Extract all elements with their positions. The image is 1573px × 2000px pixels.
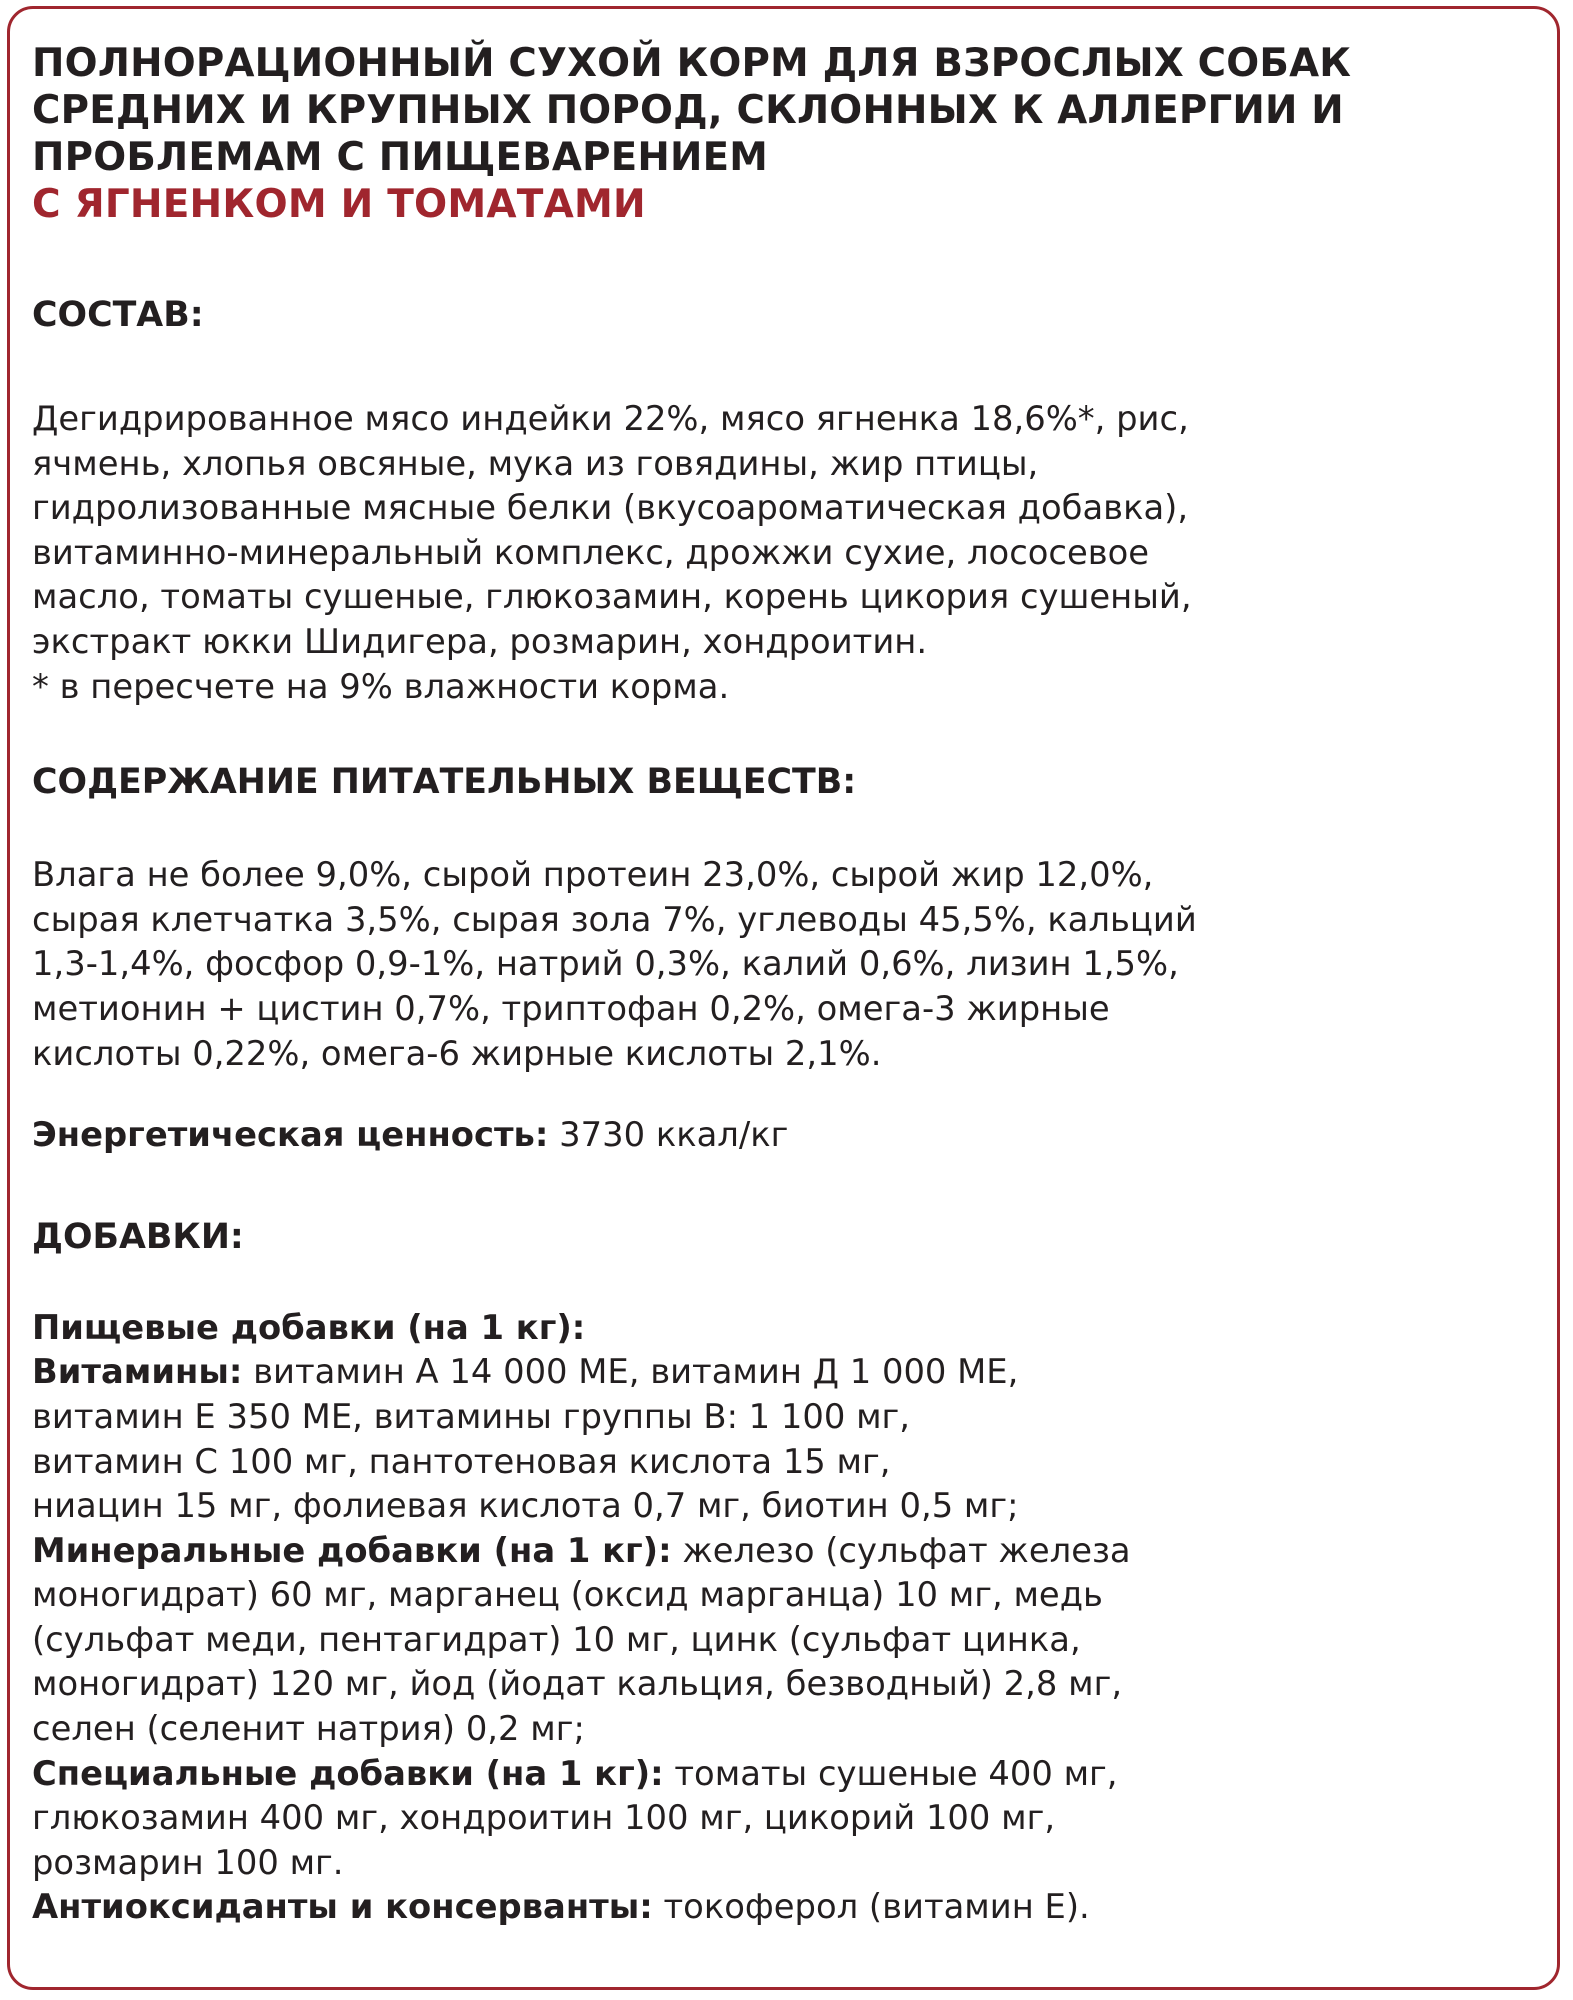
composition-heading: СОСТАВ: [32,295,204,335]
vitamins-value: витамин А 14 000 МЕ, витамин Д 1 000 МЕ, [242,1352,1019,1392]
additives-heading: ДОБАВКИ: [32,1216,244,1257]
title-line: ПРОБЛЕМАМ С ПИЩЕВАРЕНИЕМ [32,135,768,180]
antioxidants-label: Антиоксиданты и консерванты: [32,1887,653,1927]
composition-line: гидролизованные мясные белки (вкусоароматическая добавка), [32,488,1189,528]
vitamins-line [32,1350,1542,1395]
document-body [32,40,1542,1930]
composition-footnote: * в пересчете на 9% влажности корма. [32,666,730,706]
minerals-line: (сульфат меди, пентагидрат) 10 мг, цинк (сульфат цинка, [32,1619,1081,1659]
composition-line: витаминно-минеральный комплекс, дрожжи сухие, лососевое [32,532,1150,572]
energy-value-row [32,1113,1542,1158]
nutrients-line: кислоты 0,22%, омега-6 жирные кислоты 2,1%. [32,1033,882,1073]
special-label: Специальные добавки (на 1 кг): [32,1753,664,1793]
vitamins-line: витамин Е 350 МЕ, витамины группы В: 1 100 мг, [32,1396,911,1436]
energy-value: 3730 ккал/кг [548,1115,789,1155]
nutrients-line: сырая клетчатка 3,5%, сырая зола 7%, углеводы 45,5%, кальций [32,899,1197,939]
antioxidants-value: токоферол (витамин Е). [652,1887,1090,1927]
food-additives-label-line [32,1306,1542,1351]
nutrients-line: метионин + цистин 0,7%, триптофан 0,2%, омега-3 жирные [32,988,1110,1028]
composition-line: экстракт юкки Шидигера, розмарин, хондроитин. [32,621,928,661]
special-line: глюкозамин 400 мг, хондроитин 100 мг, цикорий 100 мг, [32,1798,1056,1838]
special-line: розмарин 100 мг. [32,1842,344,1882]
vitamins-label: Витамины: [32,1352,243,1392]
title-line: СРЕДНИХ И КРУПНЫХ ПОРОД, СКЛОННЫХ К АЛЛЕРГИИ И [32,88,1344,133]
additives-text [32,1306,1542,1930]
product-title [32,40,1542,228]
minerals-line [32,1529,1542,1574]
nutrients-line: Влага не более 9,0%, сырой протеин 23,0%, сырой жир 12,0%, [32,855,1154,895]
energy-label: Энергетическая ценность: [32,1115,549,1155]
minerals-line: селен (селенит натрия) 0,2 мг; [32,1709,585,1749]
composition-line: Дегидрированное мясо индейки 22%, мясо ягненка 18,6%*, рис, [32,399,1189,438]
composition-line: масло, томаты сушеные, глюкозамин, корень цикория сушеный, [32,577,1192,617]
vitamins-line: витамин С 100 мг, пантотеновая кислота 15 мг, [32,1441,891,1481]
minerals-line: моногидрат) 120 мг, йод (йодат кальция, безводный) 2,8 мг, [32,1664,1123,1704]
antioxidants-line [32,1885,1542,1930]
composition-line: ячмень, хлопья овсяные, мука из говядины, жир птицы, [32,443,1039,483]
product-subtitle: С ЯГНЕНКОМ И ТОМАТАМИ [32,182,646,227]
nutrients-heading: СОДЕРЖАНИЕ ПИТАТЕЛЬНЫХ ВЕЩЕСТВ: [32,762,857,803]
nutrients-line: 1,3-1,4%, фосфор 0,9-1%, натрий 0,3%, калий 0,6%, лизин 1,5%, [32,944,1179,984]
minerals-line: моногидрат) 60 мг, марганец (оксид марганца) 10 мг, медь [32,1575,1103,1615]
vitamins-line: ниацин 15 мг, фолиевая кислота 0,7 мг, биотин 0,5 мг; [32,1486,1019,1526]
special-line [32,1752,1542,1797]
composition-text [32,397,1542,709]
nutrients-text [32,853,1542,1076]
minerals-label: Минеральные добавки (на 1 кг): [32,1530,672,1570]
food-additives-label: Пищевые добавки (на 1 кг): [32,1307,586,1347]
special-value: томаты сушеные 400 мг, [663,1753,1118,1793]
minerals-value: железо (сульфат железа [671,1530,1131,1570]
title-line: ПОЛНОРАЦИОННЫЙ СУХОЙ КОРМ ДЛЯ ВЗРОСЛЫХ СОБАК [32,41,1352,86]
